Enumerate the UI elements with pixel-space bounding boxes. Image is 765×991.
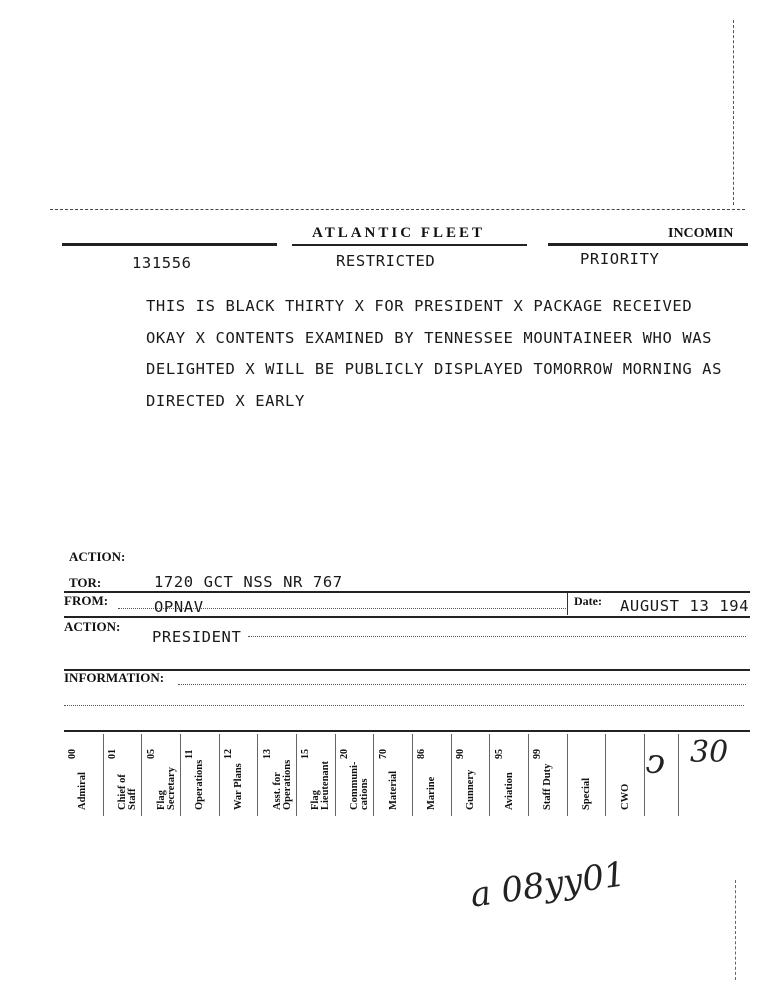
routing-column-number: 01 [106,749,118,759]
routing-column-label: Flag Secretary [155,767,177,810]
routing-extra-divider [678,734,679,816]
information-dotted [178,684,746,685]
routing-column-label: Chief of Staff [116,774,138,810]
routing-column [103,734,143,816]
routing-column [567,734,607,816]
precedence: PRIORITY [580,250,660,268]
action-label: ACTION: [69,549,126,564]
from-value: OPNAV [154,598,204,616]
header-rule-mid [292,244,527,246]
header-rule-left [62,243,277,246]
routing-column [605,734,645,816]
routing-column-label: Communi- cations [348,761,370,810]
action2-rule [64,669,750,671]
routing-column-label: Aviation [503,772,515,810]
message-number: 131556 [132,254,192,272]
routing-column-label: Special [580,777,592,810]
routing-column [219,734,259,816]
routing-top-rule [64,730,750,732]
routing-column [64,734,103,816]
routing-column-label: War Plans [232,763,244,810]
routing-column [528,734,568,816]
action2-value: PRESIDENT [152,628,242,646]
routing-column [373,734,413,816]
header-rule-right [548,243,748,246]
tor-value: 1720 GCT NSS NR 767 [154,573,343,591]
date-divider [567,593,568,615]
routing-column [451,734,491,816]
routing-column-label: CWO [619,783,631,810]
body-line-4: DIRECTED X EARLY [146,392,305,410]
routing-column-number: 15 [300,749,312,759]
action2-label: ACTION: [64,619,121,634]
routing-column-number: 00 [67,749,79,759]
routing-column-number: 13 [261,749,273,759]
routing-column [296,734,336,816]
top-separator [50,209,745,210]
fleet-title: ATLANTIC FLEET [312,225,486,241]
routing-column-label: Gunnery [464,769,476,810]
routing-column-number: 20 [338,749,350,759]
from-label: FROM: [64,593,109,608]
routing-column-label: Admiral [77,772,89,810]
routing-column-number: 05 [145,749,157,759]
routing-column-label: Flag Lieutenant [310,760,332,810]
routing-column [412,734,452,816]
routing-column [489,734,529,816]
information-dotted-2 [64,705,744,706]
routing-column [335,734,375,816]
body-line-2: OKAY X CONTENTS EXAMINED BY TENNESSEE MOUNTAINEER WHO WAS [146,329,713,347]
handwritten-mark: ↄ [643,741,668,783]
routing-column-number: 90 [454,749,466,759]
routing-column-label: Operations [194,759,206,810]
tor-label: TOR: [69,575,102,590]
routing-column-number: 86 [416,749,428,759]
routing-column [257,734,297,816]
routing-column-number: 11 [184,749,196,759]
routing-column [180,734,220,816]
routing-column-label: Staff Duty [542,763,554,810]
routing-column-label: Material [387,770,399,810]
date-label: Date: [574,594,602,608]
from-rule [64,616,750,618]
routing-column [141,734,181,816]
handwritten-reference: a 08yy01 [467,854,629,916]
incoming-label: INCOMIN [668,226,734,241]
tor-rule [64,591,750,593]
routing-column-number: 70 [377,749,389,759]
routing-column-number: 12 [222,749,234,759]
information-label: INFORMATION: [64,670,165,685]
routing-column-label: Marine [426,776,438,810]
routing-column-label: Asst. for Operations [271,759,293,810]
body-line-1: THIS IS BLACK THIRTY X FOR PRESIDENT X PACKAGE RECEIVED [146,297,693,315]
routing-column-number: 99 [532,749,544,759]
action2-dotted [248,636,746,637]
right-edge-mark-bottom [735,880,736,980]
date-value: AUGUST 13 194 [620,597,750,615]
body-line-3: DELIGHTED X WILL BE PUBLICLY DISPLAYED TOMORROW MORNING AS [146,360,723,378]
routing-grid [64,734,644,816]
handwritten-count: 30 [690,735,729,770]
classification: RESTRICTED [336,252,436,270]
right-edge-mark [733,20,734,205]
routing-column-number: 95 [493,749,505,759]
